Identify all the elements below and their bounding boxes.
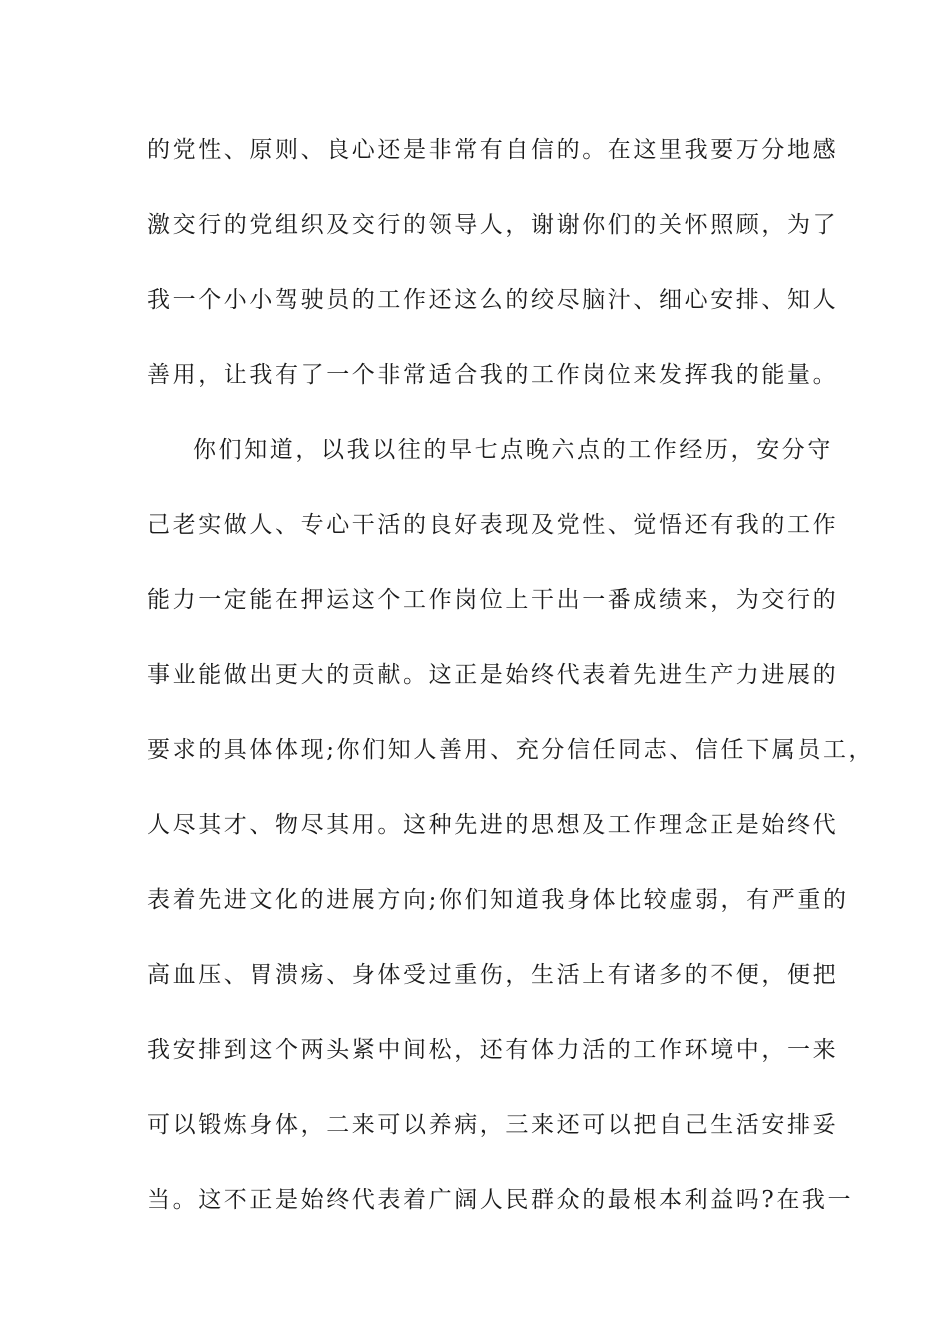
text-line: 人尽其才、物尽其用。这种先进的思想及工作理念正是始终代 [147,812,839,838]
text-line: 事业能做出更大的贡献。这正是始终代表着先进生产力进展的 [147,662,839,688]
paragraph-first-line: 你们知道，以我以往的早七点晚六点的工作经历，安分守 [193,437,833,463]
text-line: 己老实做人、专心干活的良好表现及党性、觉悟还有我的工作 [147,512,839,538]
text-line: 的党性、原则、良心还是非常有自信的。在这里我要万分地感 [147,137,839,163]
text-line: 要求的具体体现;你们知人善用、充分信任同志、信任下属员工， [147,737,875,763]
text-line: 可以锻炼身体，二来可以养病，三来还可以把自己生活安排妥 [147,1112,839,1138]
text-line: 我安排到这个两头紧中间松，还有体力活的工作环境中，一来 [147,1037,839,1063]
text-line: 激交行的党组织及交行的领导人，谢谢你们的关怀照顾，为了 [147,212,839,238]
text-line: 善用，让我有了一个非常适合我的工作岗位来发挥我的能量。 [147,362,839,388]
text-line: 表着先进文化的进展方向;你们知道我身体比较虚弱，有严重的 [147,887,849,913]
text-line: 当。这不正是始终代表着广阔人民群众的最根本利益吗?在我一 [147,1187,854,1213]
text-line: 我一个小小驾驶员的工作还这么的绞尽脑汁、细心安排、知人 [147,287,839,313]
text-line: 高血压、胃溃疡、身体受过重伤，生活上有诸多的不便，便把 [147,962,839,988]
text-line: 能力一定能在押运这个工作岗位上干出一番成绩来，为交行的 [147,587,839,613]
